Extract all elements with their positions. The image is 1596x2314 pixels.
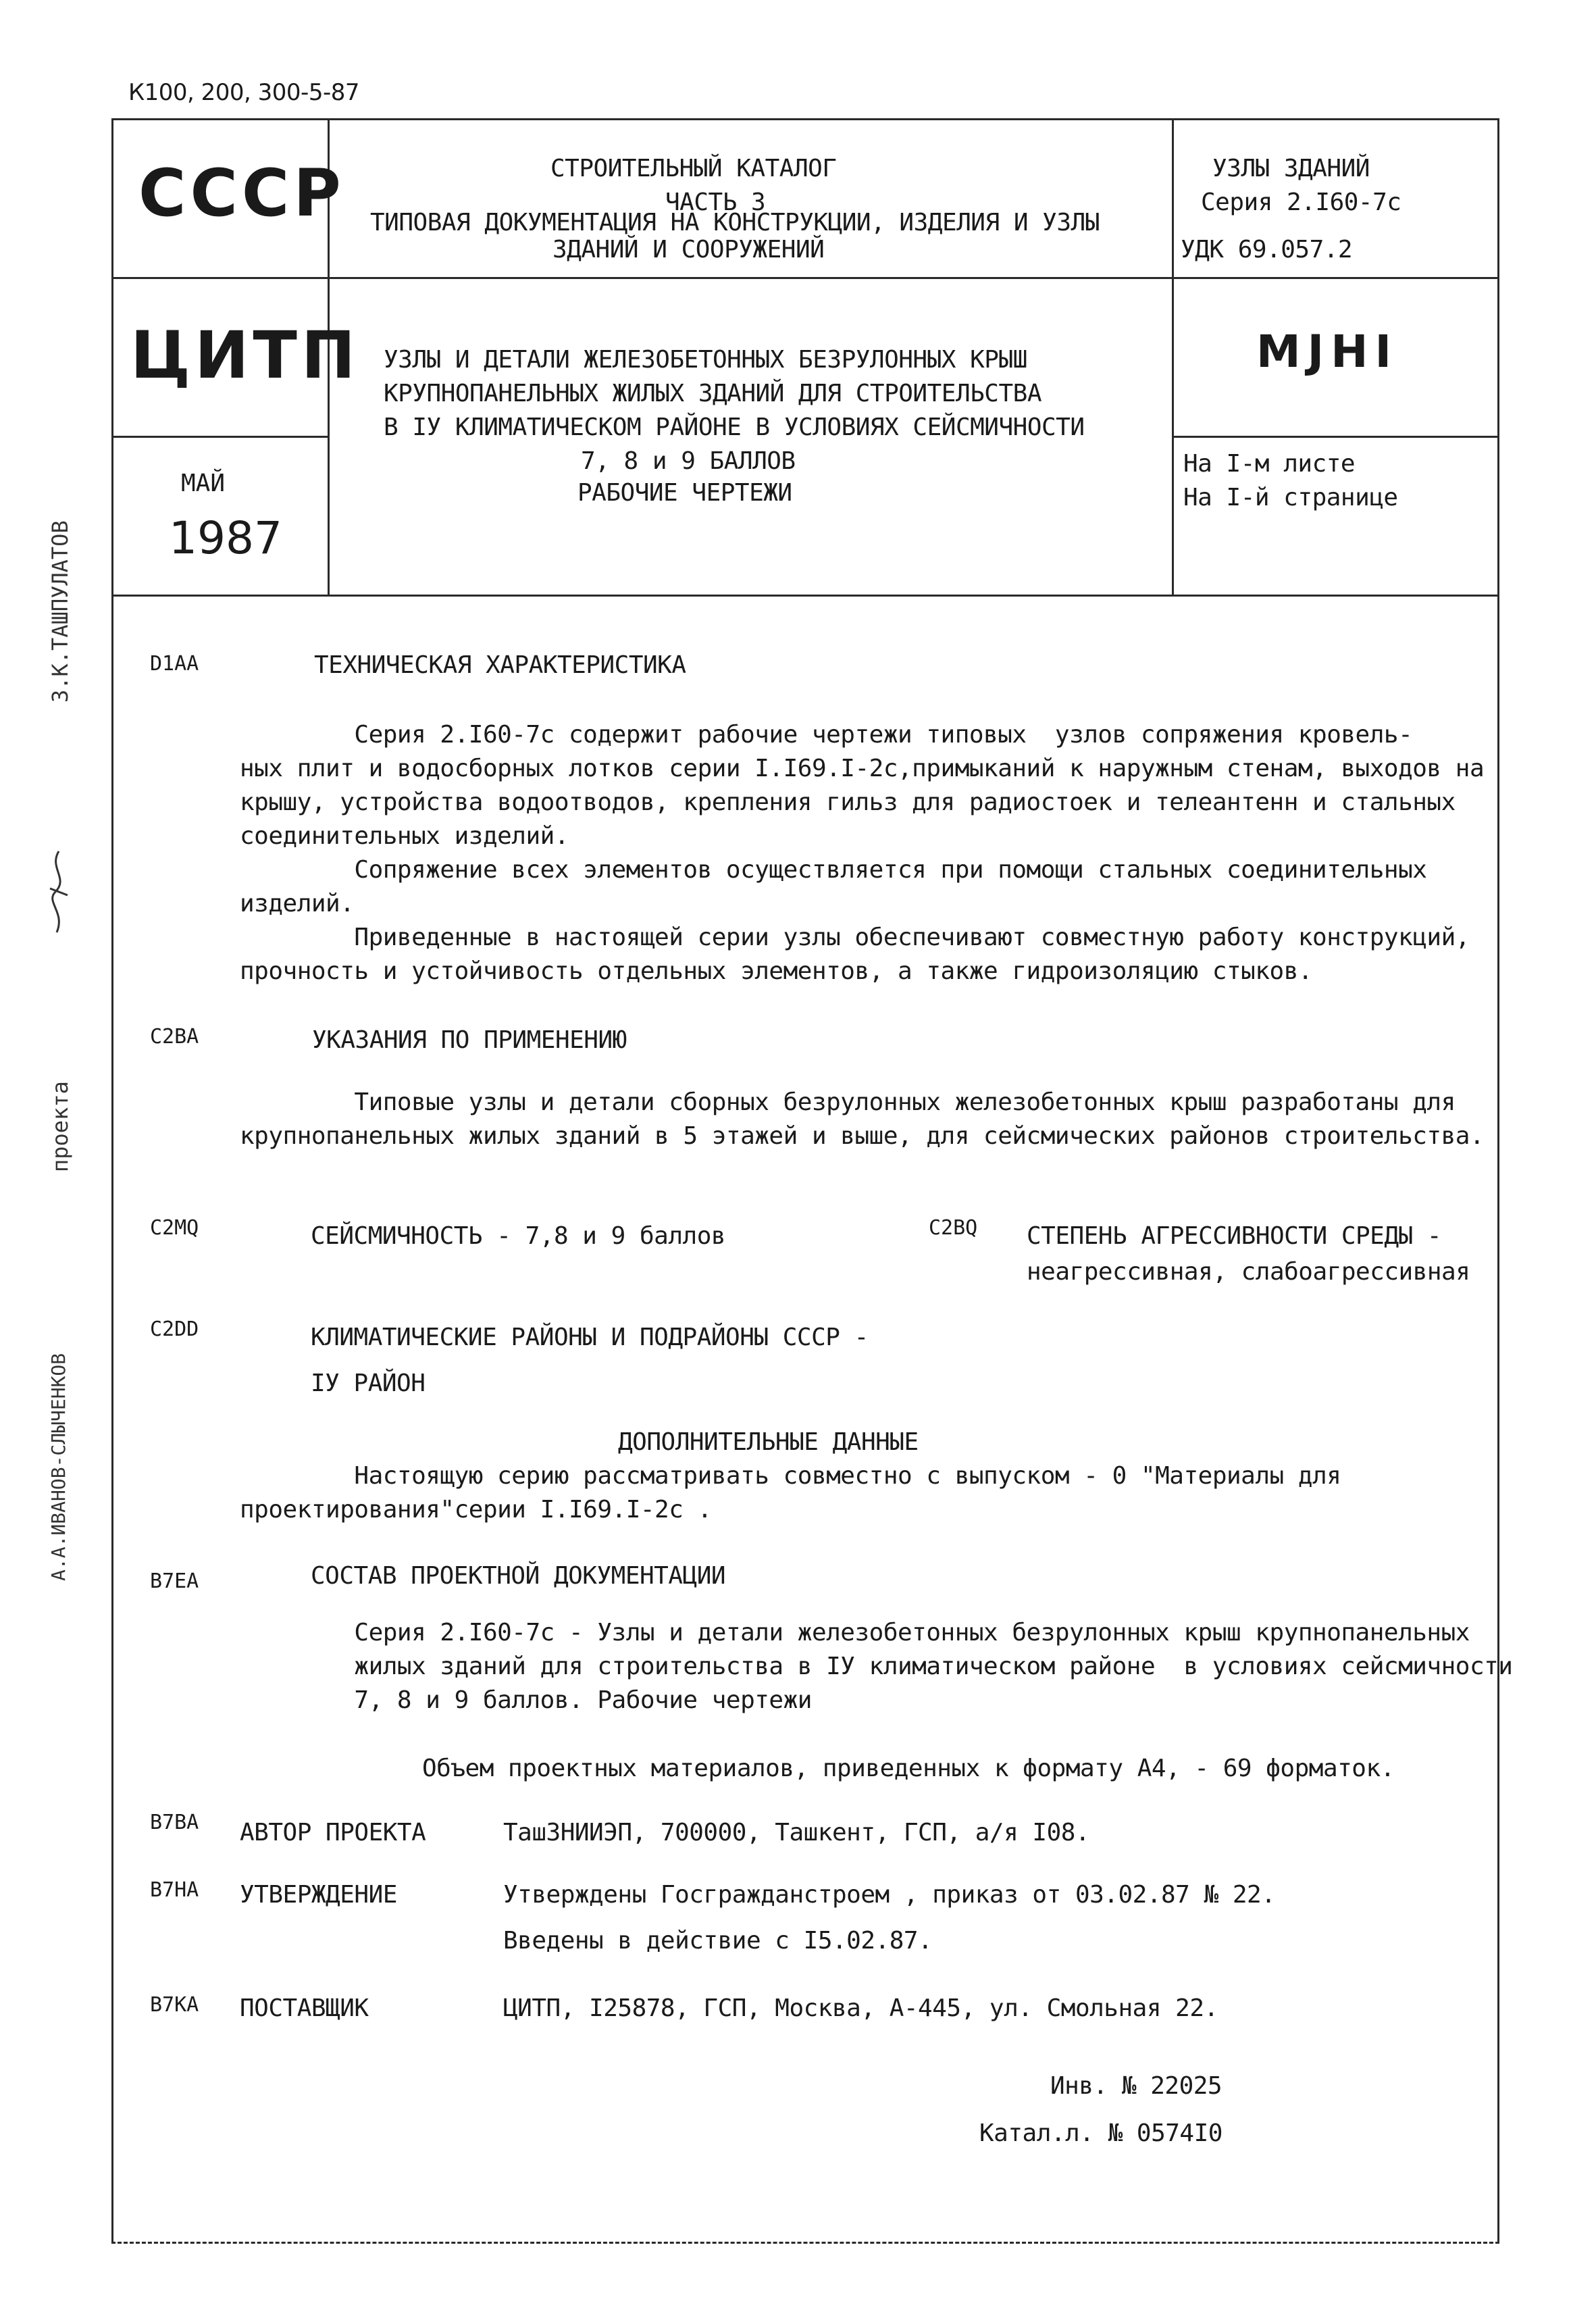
- text-line: Приведенные в настоящей серии узлы обеспечивают совместную работу конструкций,: [240, 924, 1470, 951]
- text-line: ных плит и водосборных лотков серии I.I69.I-2с,примыканий к наружным стенам, выходов на: [240, 755, 1485, 782]
- label-supplier: ПОСТАВЩИК: [240, 1994, 369, 2022]
- catalog-part: ЧАСТЬ 3: [665, 188, 766, 216]
- label-author: АВТОР ПРОЕКТА: [240, 1819, 426, 1846]
- main-title-4: 7, 8 и 9 БАЛЛОВ: [581, 447, 796, 475]
- series-number: Серия 2.I60-7с: [1201, 188, 1401, 216]
- code-b7ea: В7ЕА: [150, 1569, 199, 1593]
- code-c2mq: С2MQ: [150, 1216, 199, 1240]
- climate-1: КЛИМАТИЧЕСКИЕ РАЙОНЫ И ПОДРАЙОНЫ СССР -: [311, 1324, 869, 1351]
- side-role: проекта: [47, 1081, 73, 1172]
- volume: Объем проектных материалов, приведенных к формату А4, - 69 форматок.: [422, 1755, 1395, 1782]
- inventory-number: Инв. № 22025: [1050, 2072, 1222, 2100]
- main-title-2: КРУПНОПАНЕЛЬНЫХ ЖИЛЫХ ЗДАНИЙ ДЛЯ СТРОИТЕЛЬСТВА: [384, 380, 1041, 407]
- text-line: Сопряжение всех элементов осуществляется при помощи стальных соединительных: [240, 856, 1427, 884]
- code-c2bq: С2BQ: [929, 1216, 978, 1240]
- extra-paragraph: [240, 1459, 1341, 1527]
- catalog-title: СТРОИТЕЛЬНЫЙ КАТАЛОГ: [550, 155, 837, 182]
- text-line: прочность и устойчивость отдельных элементов, а также гидроизоляцию стыков.: [240, 957, 1313, 985]
- code-c2dd: С2DD: [150, 1317, 199, 1341]
- code-b7ba: В7ВА: [150, 1811, 199, 1834]
- catalog-sub1: ТИПОВАЯ ДОКУМЕНТАЦИЯ НА КОНСТРУКЦИИ, ИЗДЕЛИЯ И УЗЛЫ: [370, 209, 1100, 236]
- main-title-3: В IУ КЛИМАТИЧЕСКОМ РАЙОНЕ В УСЛОВИЯХ СЕЙСМИЧНОСТИ: [384, 413, 1085, 441]
- code-d1aa: D1AA: [150, 652, 199, 676]
- catalog-sub2: ЗДАНИЙ И СООРУЖЕНИЙ: [552, 236, 825, 263]
- text-line: крупнопанельных жилых зданий в 5 этажей и выше, для сейсмических районов строительства.: [240, 1122, 1485, 1150]
- tech-paragraph: [240, 718, 1484, 988]
- heading-tech: ТЕХНИЧЕСКАЯ ХАРАКТЕРИСТИКА: [314, 651, 686, 679]
- org-citp: ЦИТП: [130, 318, 360, 393]
- text-line: проектирования"серии I.I69.I-2с .: [240, 1496, 712, 1524]
- org-sssr: СССР: [138, 155, 345, 231]
- value-approval: Утверждены Госгражданстроем , приказ от 03.02.87 № 22.: [503, 1881, 1276, 1909]
- code-b7ha: В7НА: [150, 1878, 199, 1902]
- catalog-sheet-number: Катал.л. № 0574I0: [979, 2119, 1222, 2147]
- text-line: Серия 2.I60-7с содержит рабочие чертежи типовых узлов сопряжения кровель-: [240, 721, 1413, 749]
- code-box: MJHI: [1256, 326, 1399, 378]
- usage-paragraph: [240, 1086, 1484, 1153]
- label-approval: УТВЕРЖДЕНИЕ: [240, 1881, 397, 1909]
- code-b7ka: В7КА: [150, 1993, 199, 2017]
- text-line: 7, 8 и 9 баллов. Рабочие чертежи: [240, 1686, 812, 1714]
- climate-2: IУ РАЙОН: [311, 1369, 426, 1397]
- udk-code: УДК 69.057.2: [1181, 236, 1353, 263]
- page-count: На I-й странице: [1183, 484, 1398, 511]
- text-line: Типовые узлы и детали сборных безрулонных железобетонных крыш разработаны для: [240, 1088, 1456, 1116]
- year: 1987: [169, 512, 282, 564]
- month: МАЙ: [181, 470, 226, 497]
- aggressiveness-1: СТЕПЕНЬ АГРЕССИВНОСТИ СРЕДЫ -: [1027, 1222, 1442, 1250]
- sheet-count: На I-м листе: [1183, 450, 1356, 478]
- text-line: Серия 2.I60-7с - Узлы и детали железобетонных безрулонных крыш крупнопанельных: [240, 1619, 1470, 1646]
- heading-composition: СОСТАВ ПРОЕКТНОЙ ДОКУМЕНТАЦИИ: [311, 1562, 726, 1590]
- main-title-5: РАБОЧИЕ ЧЕРТЕЖИ: [577, 479, 792, 507]
- heading-extra: ДОПОЛНИТЕЛЬНЫЕ ДАННЫЕ: [618, 1428, 919, 1456]
- signature-mark: [42, 848, 76, 936]
- seismicity: СЕЙСМИЧНОСТЬ - 7,8 и 9 баллов: [311, 1222, 726, 1250]
- text-line: Настоящую серию рассматривать совместно с выпуском - 0 "Материалы для: [240, 1462, 1341, 1490]
- text-line: соединительных изделий.: [240, 822, 569, 850]
- side-signer: А.А.ИВАНОВ-СЛЫЧЕНКОВ: [47, 1353, 70, 1581]
- text-line: изделий.: [240, 890, 355, 917]
- aggressiveness-2: неагрессивная, слабоагрессивная: [1027, 1258, 1470, 1286]
- heading-usage: УКАЗАНИЯ ПО ПРИМЕНЕНИЮ: [312, 1026, 627, 1054]
- main-title-1: УЗЛЫ И ДЕТАЛИ ЖЕЛЕЗОБЕТОННЫХ БЕЗРУЛОННЫХ КРЫШ: [384, 346, 1027, 374]
- doc-code: К100, 200, 300-5-87: [128, 79, 359, 106]
- code-c2ba: С2ВА: [150, 1025, 199, 1049]
- value-supplier: ЦИТП, I25878, ГСП, Москва, А-445, ул. Смольная 22.: [503, 1994, 1218, 2022]
- text-line: жилых зданий для строительства в IУ климатическом районе в условиях сейсмичности: [240, 1653, 1513, 1680]
- text-line: крышу, устройства водоотводов, крепления гильз для радиостоек и телеантенн и стальных: [240, 788, 1456, 816]
- composition-paragraph: [240, 1616, 1512, 1717]
- side-author: З.К.ТАШПУЛАТОВ: [47, 520, 73, 703]
- value-effective: Введены в действие с I5.02.87.: [503, 1927, 933, 1955]
- right-title: УЗЛЫ ЗДАНИЙ: [1212, 155, 1370, 182]
- value-author: ТашЗНИИЭП, 700000, Ташкент, ГСП, а/я I08.: [503, 1819, 1090, 1846]
- bottom-border: [111, 2242, 1499, 2244]
